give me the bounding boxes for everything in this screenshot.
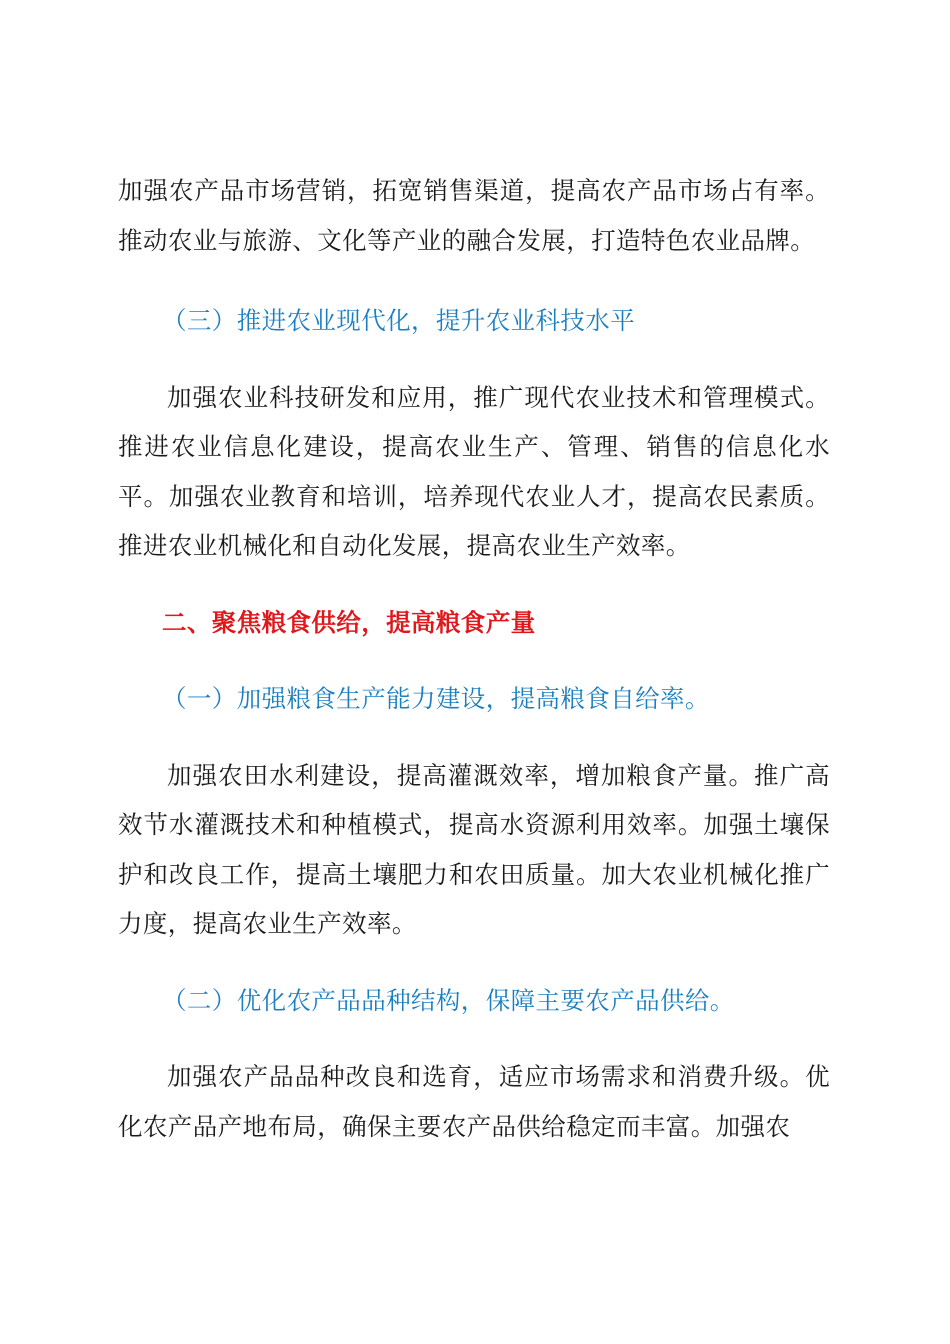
subheading-product-structure: （二）优化农产品品种结构，保障主要农产品供给。 [162,985,735,1015]
paragraph-variety-improvement: 加强农产品品种改良和选育，适应市场需求和消费升级。优化农产品产地布局，确保主要农产品供给稳定而丰富。加强农 [118,1062,830,1141]
subheading-agri-modernization: （三）推进农业现代化，提升农业科技水平 [162,306,636,335]
heading-grain-supply: 二、聚焦粮食供给，提高粮食产量 [162,607,536,637]
document-page [118,166,830,1151]
paragraph-farmland-irrigation: 加强农田水利建设，提高灌溉效率，增加粮食产量。推广高效节水灌溉技术和种植模式，提高水资源利用效率。加强土壤保护和改良工作，提高土壤肥力和农田质量。加大农业机械化推广力度，提高农业生产效率。 [118,760,830,938]
subheading-grain-capacity: （一）加强粮食生产能力建设，提高粮食自给率。 [162,684,710,713]
paragraph-agri-technology: 加强农业科技研发和应用，推广现代农业技术和管理模式。推进农业信息化建设，提高农业生产、管理、销售的信息化水平。加强农业教育和培训，培养现代农业人才，提高农民素质。推进农业机械化和自动化发展，提高农业生产效率。 [118,382,830,560]
paragraph-market-marketing: 加强农产品市场营销，拓宽销售渠道，提高农产品市场占有率。推动农业与旅游、文化等产业的融合发展，打造特色农业品牌。 [118,176,830,255]
